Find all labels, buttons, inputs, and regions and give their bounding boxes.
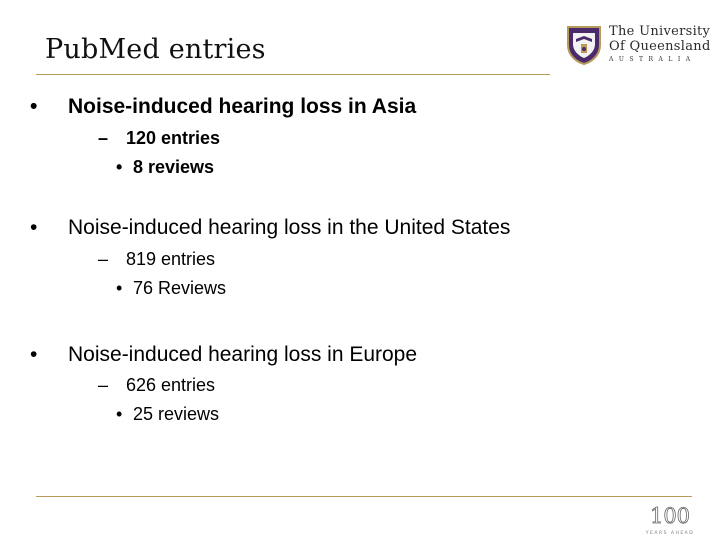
footer-divider	[36, 496, 692, 497]
centenary-number: 100	[649, 504, 691, 528]
bullet-marker: •	[116, 157, 123, 177]
bullet-marker: •	[116, 404, 123, 424]
bullet-marker: •	[116, 278, 123, 298]
dash-marker: –	[98, 128, 109, 148]
sub-bullet-entries-asia	[98, 128, 220, 149]
bullet-heading-united-states	[30, 216, 510, 240]
centenary-logo-icon	[645, 503, 695, 537]
bullet-marker: •	[30, 95, 38, 118]
logo-line-1: The University	[609, 24, 711, 39]
bullet-marker: •	[30, 216, 38, 239]
heading-text: Noise-induced hearing loss in Asia	[68, 95, 417, 118]
sub-sub-bullet-reviews-united-states	[116, 278, 226, 299]
entries-text: 120 entries	[126, 128, 221, 148]
university-crest-icon	[566, 25, 602, 65]
header-divider	[36, 74, 550, 75]
bullet-marker: •	[30, 343, 38, 366]
slide-title: PubMed entries	[45, 34, 266, 65]
entries-text: 626 entries	[126, 375, 216, 395]
heading-text: Noise-induced hearing loss in the United States	[68, 216, 511, 239]
reviews-text: 76 Reviews	[133, 278, 227, 298]
heading-text: Noise-induced hearing loss in Europe	[68, 343, 418, 366]
logo-line-3: AUSTRALIA	[609, 56, 696, 63]
reviews-text: 8 reviews	[133, 157, 215, 177]
sub-bullet-entries-united-states	[98, 249, 215, 270]
dash-marker: –	[98, 375, 109, 395]
dash-marker: –	[98, 249, 109, 269]
entries-text: 819 entries	[126, 249, 216, 269]
bullet-heading-europe	[30, 343, 417, 367]
sub-bullet-entries-europe	[98, 375, 215, 396]
reviews-text: 25 reviews	[133, 404, 220, 424]
bullet-heading-asia	[30, 95, 416, 119]
centenary-caption: YEARS AHEAD	[645, 531, 695, 536]
logo-line-2: Of Queensland	[609, 39, 711, 54]
university-logo	[609, 24, 711, 65]
sub-sub-bullet-reviews-asia	[116, 157, 214, 178]
sub-sub-bullet-reviews-europe	[116, 404, 219, 425]
